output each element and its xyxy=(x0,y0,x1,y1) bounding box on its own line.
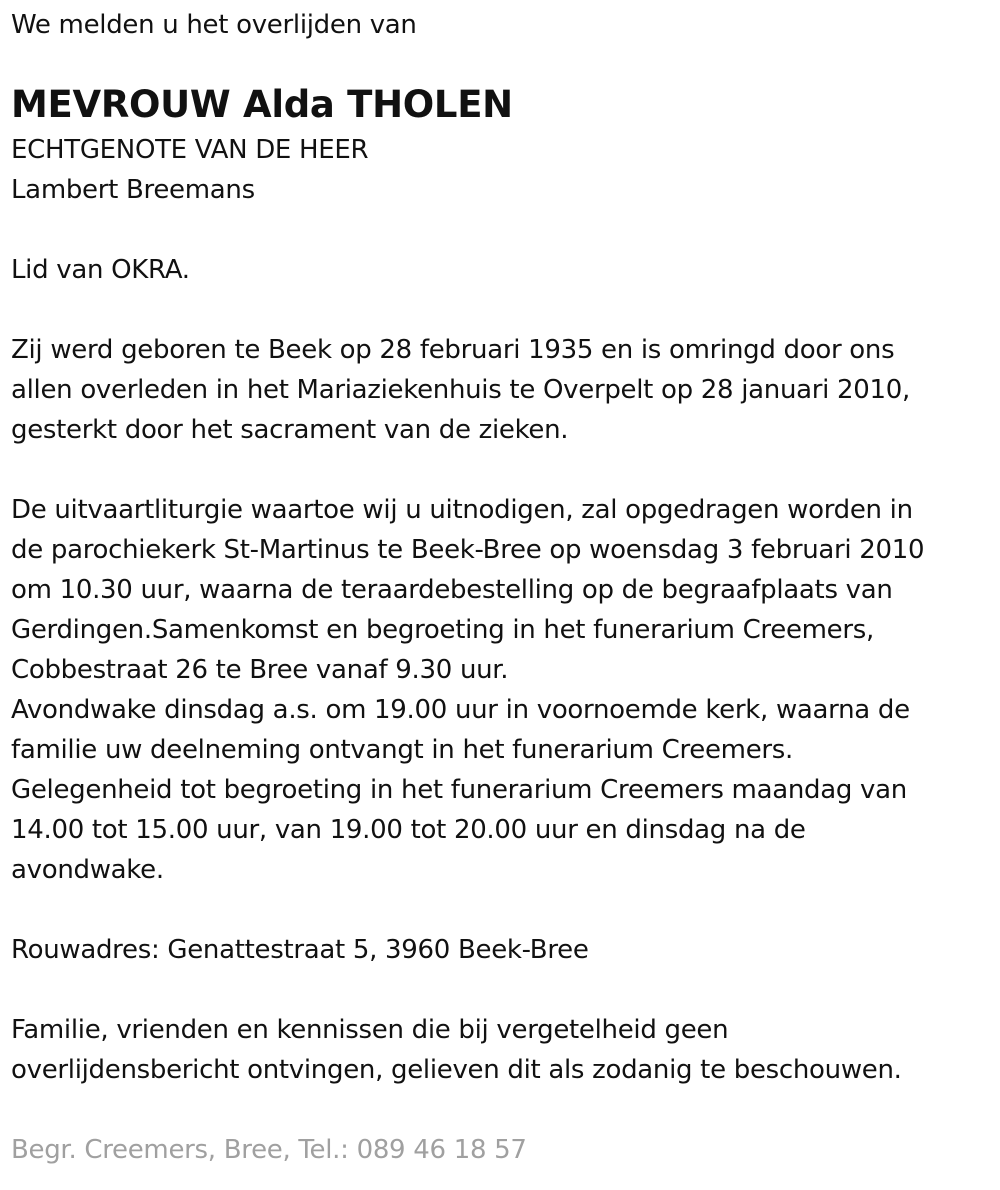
family-note-paragraph xyxy=(11,1010,991,1090)
paragraph-line: Cobbestraat 26 te Bree vanaf 9.30 uur. xyxy=(11,655,509,685)
paragraph-line: Gelegenheid tot begroeting in het funerarium Creemers maandag van xyxy=(11,775,907,805)
spacer xyxy=(11,970,991,1010)
intro-text: We melden u het overlijden van xyxy=(11,10,417,40)
obituary-notice xyxy=(11,0,991,1170)
spouse-title: ECHTGENOTE VAN DE HEER xyxy=(11,135,369,165)
paragraph-line: de parochiekerk St-Martinus te Beek-Bree op woensdag 3 februari 2010 xyxy=(11,535,925,565)
paragraph-line: allen overleden in het Mariaziekenhuis te Overpelt op 28 januari 2010, xyxy=(11,375,910,405)
paragraph-line: 14.00 tot 15.00 uur, van 19.00 tot 20.00 uur en dinsdag na de xyxy=(11,815,806,845)
membership-text: Lid van OKRA. xyxy=(11,255,190,285)
spacer xyxy=(11,890,991,930)
paragraph-line: om 10.30 uur, waarna de teraardebestelling op de begraafplaats van xyxy=(11,575,893,605)
spouse-name: Lambert Breemans xyxy=(11,175,255,205)
paragraph-line: Gerdingen.Samenkomst en begroeting in het funerarium Creemers, xyxy=(11,615,874,645)
funeral-paragraph xyxy=(11,490,991,890)
paragraph-line: gesterkt door het sacrament van de zieken. xyxy=(11,415,569,445)
paragraph-line: Avondwake dinsdag a.s. om 19.00 uur in voornoemde kerk, waarna de xyxy=(11,695,910,725)
paragraph-line: overlijdensbericht ontvingen, gelieven dit als zodanig te beschouwen. xyxy=(11,1055,902,1085)
spacer xyxy=(11,290,991,330)
spacer xyxy=(11,450,991,490)
paragraph-line: De uitvaartliturgie waartoe wij u uitnodigen, zal opgedragen worden in xyxy=(11,495,913,525)
spacer xyxy=(11,210,991,250)
birth-death-paragraph xyxy=(11,330,991,450)
undertaker-footer: Begr. Creemers, Bree, Tel.: 089 46 18 57 xyxy=(11,1135,527,1165)
deceased-name: MEVROUW Alda THOLEN xyxy=(11,83,513,126)
paragraph-line: Familie, vrienden en kennissen die bij vergetelheid geen xyxy=(11,1015,729,1045)
paragraph-line: avondwake. xyxy=(11,855,164,885)
paragraph-line: familie uw deelneming ontvangt in het funerarium Creemers. xyxy=(11,735,793,765)
mourning-address: Rouwadres: Genattestraat 5, 3960 Beek-Bree xyxy=(11,935,589,965)
spacer xyxy=(11,1090,991,1130)
paragraph-line: Zij werd geboren te Beek op 28 februari 1935 en is omringd door ons xyxy=(11,335,895,365)
